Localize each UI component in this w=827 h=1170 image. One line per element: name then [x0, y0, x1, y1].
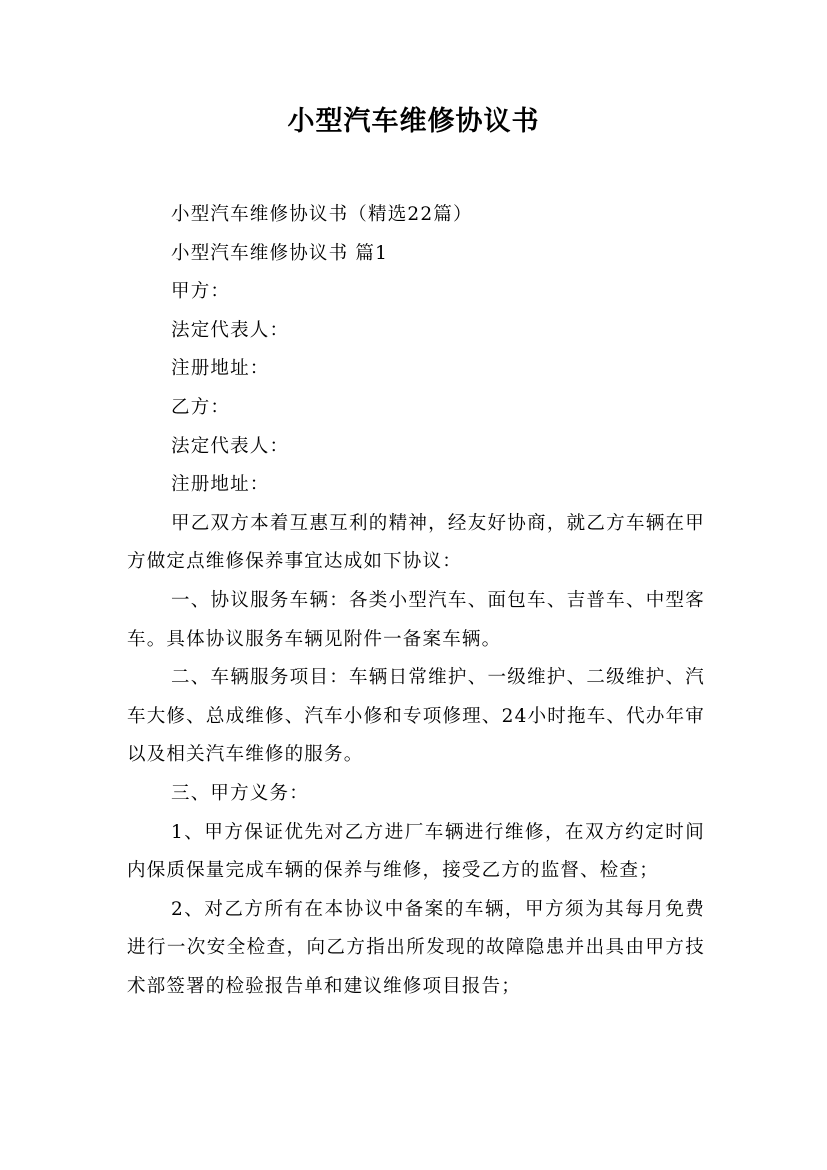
paragraph-clause-2: 二、车辆服务项目：车辆日常维护、一级维护、二级维护、汽车大修、总成维修、汽车小修和专项修理、24小时拖车、代办年审以及相关汽车维修的服务。 [127, 667, 705, 766]
paragraph-party-b-address: 注册地址： [171, 474, 270, 496]
paragraph-clause-1: 一、协议服务车辆：各类小型汽车、面包车、吉普车、中型客车。具体协议服务车辆见附件一备案车辆。 [127, 589, 705, 650]
paragraph-party-a-address: 注册地址： [171, 358, 270, 380]
document-body [127, 196, 705, 1006]
paragraph-party-a: 甲方： [171, 281, 231, 303]
paragraph-party-b: 乙方： [171, 396, 231, 418]
paragraph-party-b-representative: 法定代表人： [171, 435, 290, 457]
paragraph-party-a-representative: 法定代表人： [171, 319, 290, 341]
paragraph-clause-3: 三、甲方义务： [171, 782, 309, 804]
paragraph-subtitle: 小型汽车维修协议书（精选22篇） [171, 204, 473, 225]
paragraph-preamble: 甲乙双方本着互惠互利的精神，经友好协商，就乙方车辆在甲方做定点维修保养事宜达成如下协议： [127, 512, 705, 573]
paragraph-section-heading: 小型汽车维修协议书 篇1 [171, 242, 389, 264]
paragraph-clause-3-item-2: 2、对乙方所有在本协议中备案的车辆，甲方须为其每月免费进行一次安全检查，向乙方指出所发现的故障隐患并出具由甲方技术部签署的检验报告单和建议维修项目报告； [127, 898, 705, 997]
paragraph-clause-3-item-1: 1、甲方保证优先对乙方进厂车辆进行维修，在双方约定时间内保质保量完成车辆的保养与维修，接受乙方的监督、检查； [127, 821, 705, 882]
document-title: 小型汽车维修协议书 [287, 106, 540, 137]
